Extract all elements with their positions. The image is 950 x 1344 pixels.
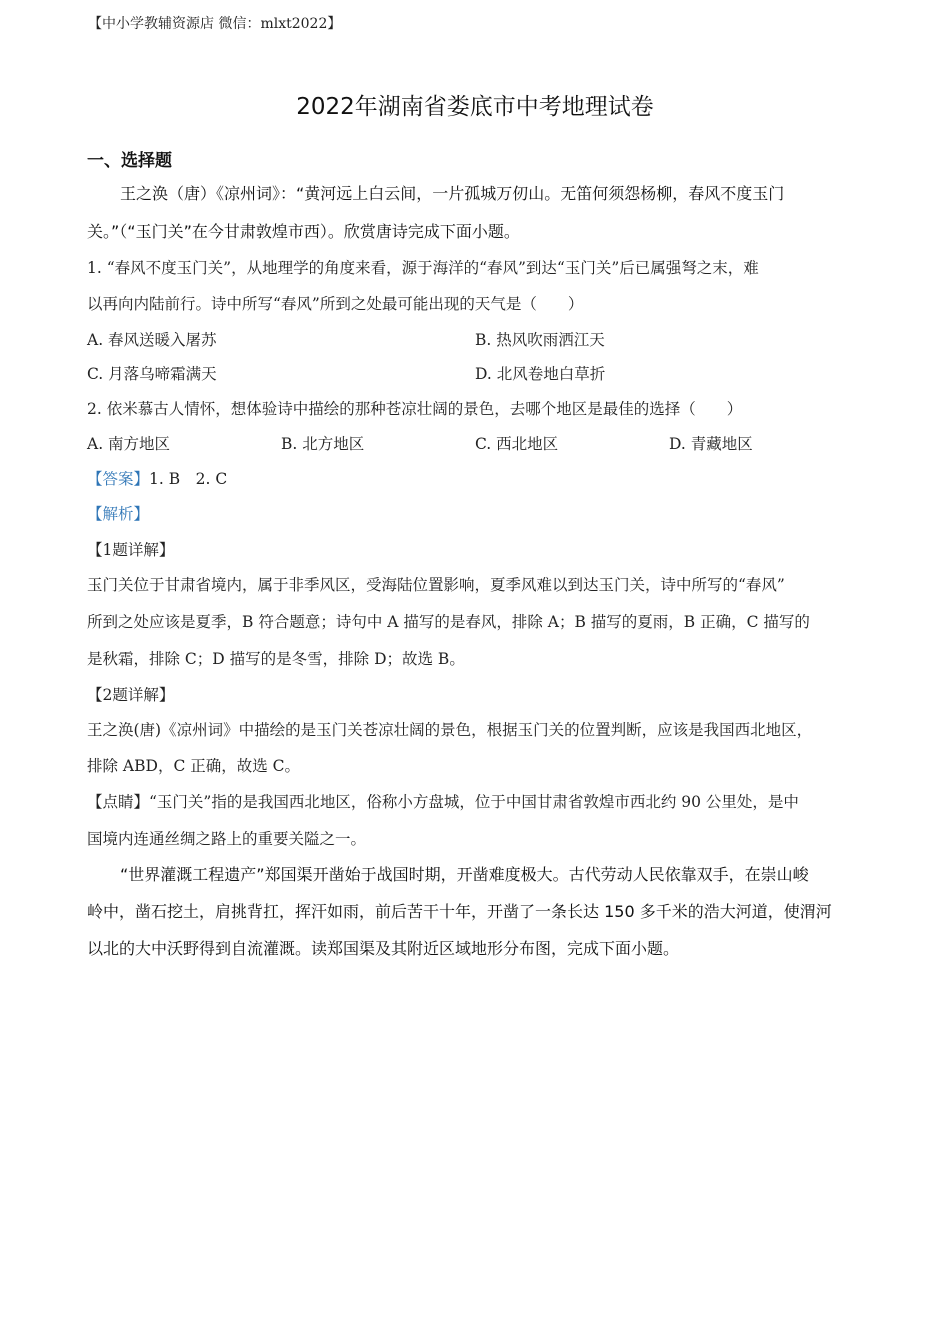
q1-option-d: D. 北风卷地白草折 (475, 365, 606, 383)
question-1-line: 1. “春风不度玉门关”，从地理学的角度来看，源于海洋的“春风”到达“玉门关”后已属强弩之末，难 (87, 259, 759, 277)
intro-2-paragraph-line: “世界灌溉工程遗产”郑国渠开凿始于战国时期，开凿难度极大。古代劳动人民依靠双手，在崇山峻 (120, 865, 809, 884)
detail-1-line: 是秋霜，排除 C；D 描写的是冬雪，排除 D；故选 B。 (87, 650, 465, 668)
tip-line: 国境内连通丝绸之路上的重要关隘之一。 (87, 830, 367, 848)
detail-2-tag: 【2题详解】 (87, 686, 175, 704)
detail-1-tag: 【1题详解】 (87, 541, 175, 559)
tip-line: 【点睛】“玉门关”指的是我国西北地区，俗称小方盘城，位于中国甘肃省敦煌市西北约 90 公里处，是中 (87, 793, 799, 811)
detail-1-line: 玉门关位于甘肃省境内，属于非季风区，受海陆位置影响，夏季风难以到达玉门关，诗中所写的“春风” (87, 576, 785, 594)
q1-option-a: A. 春风送暖入屠苏 (87, 331, 217, 349)
question-1-line: 以再向内陆前行。诗中所写“春风”所到之处最可能出现的天气是（ ） (87, 295, 584, 313)
header-watermark: 【中小学教辅资源店 微信：mlxt2022】 (88, 16, 342, 32)
q2-option-b: B. 北方地区 (281, 435, 365, 453)
q2-option-d: D. 青藏地区 (669, 435, 753, 453)
q2-option-c: C. 西北地区 (475, 435, 559, 453)
analysis-tag: 【解析】 (87, 505, 150, 523)
section-heading: 一、选择题 (87, 151, 172, 171)
intro-2-paragraph-line: 岭中，凿石挖土，肩挑背扛，挥汗如雨，前后苦干十年，开凿了一条长达 150 多千米的浩大河道，使渭河 (87, 902, 832, 921)
detail-2-line: 王之涣(唐)《凉州词》中描绘的是玉门关苍凉壮阔的景色，根据玉门关的位置判断，应该是我国西北地区， (87, 721, 813, 739)
detail-2-line: 排除 ABD，C 正确，故选 C。 (87, 757, 301, 775)
intro-paragraph-line: 关。”（“玉门关”在今甘肃敦煌市西）。欣赏唐诗完成下面小题。 (87, 222, 520, 241)
q1-option-b: B. 热风吹雨洒江天 (475, 331, 605, 349)
question-2-line: 2. 依米慕古人情怀，想体验诗中描绘的那种苍凉壮阔的景色，去哪个地区是最佳的选择（ ） (87, 400, 743, 418)
intro-paragraph-line: 王之涣（唐）《凉州词》：“黄河远上白云间，一片孤城万仞山。无笛何须怨杨柳，春风不度玉门 (120, 184, 785, 203)
q1-option-c: C. 月落乌啼霜满天 (87, 365, 217, 383)
answer-text: 1. B 2. C (149, 470, 228, 488)
intro-2-paragraph-line: 以北的大中沃野得到自流灌溉。读郑国渠及其附近区域地形分布图，完成下面小题。 (87, 939, 680, 958)
page-title: 2022年湖南省娄底市中考地理试卷 (296, 94, 654, 120)
answer-line (87, 467, 227, 489)
answer-tag: 【答案】 (87, 470, 150, 488)
q2-option-a: A. 南方地区 (87, 435, 171, 453)
detail-1-line: 所到之处应该是夏季，B 符合题意；诗句中 A 描写的是春风，排除 A；B 描写的夏雨，B 正确，C 描写的 (87, 613, 810, 631)
